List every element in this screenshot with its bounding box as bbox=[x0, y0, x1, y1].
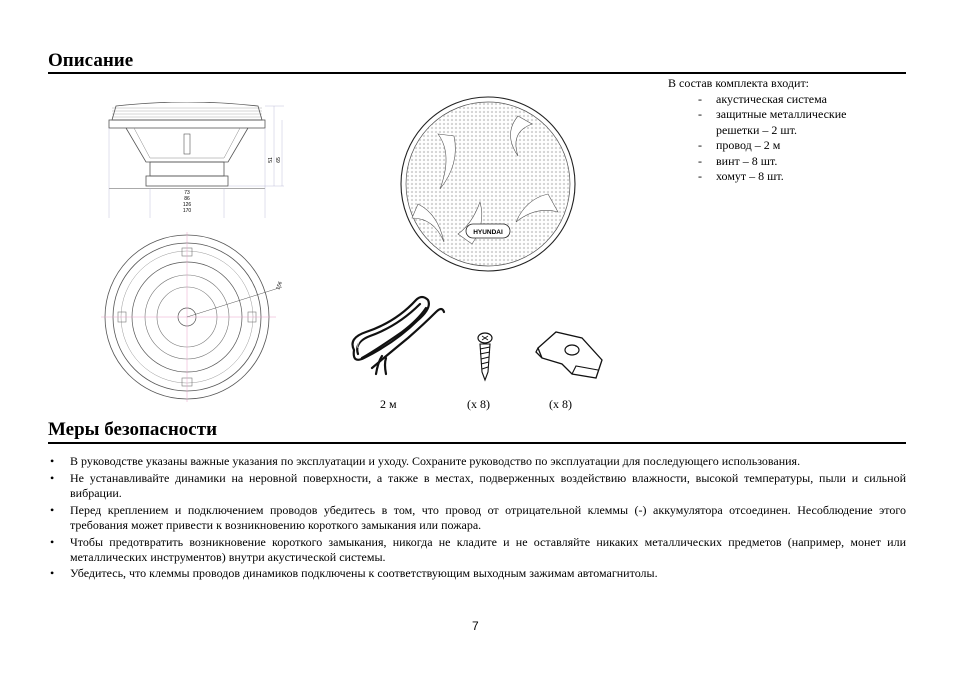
section-divider bbox=[48, 72, 906, 74]
screw-drawing bbox=[474, 332, 496, 382]
dash-marker: - bbox=[698, 169, 702, 183]
speaker-top-view-drawing bbox=[98, 224, 294, 404]
dim-width-126: 126 bbox=[182, 202, 192, 208]
protective-grille-drawing bbox=[398, 94, 578, 274]
safety-item: • Чтобы предотвратить возникновение короткого замыкания, никогда не кладите и не оставляйте никаких металлических предметов (например, монет или металлических инструментов) внутри акустической системы. bbox=[50, 534, 906, 564]
dash-marker: - bbox=[698, 91, 702, 106]
section-divider bbox=[48, 442, 906, 444]
bullet-marker: • bbox=[50, 566, 55, 581]
safety-item: • Убедитесь, что клеммы проводов динамиков подключены к соответствующим выходным зажимам автомагнитолы. bbox=[50, 566, 658, 581]
dim-width-73: 73 bbox=[184, 190, 190, 196]
bullet-marker: • bbox=[50, 534, 55, 549]
dim-height-51: 51 bbox=[268, 157, 274, 163]
screw-caption: (х 8) bbox=[467, 397, 490, 411]
dash-marker: - bbox=[698, 153, 702, 168]
kit-item: - винт – 8 шт. bbox=[698, 153, 778, 168]
clip-caption: (х 8) bbox=[549, 397, 572, 411]
bullet-marker: • bbox=[50, 454, 55, 468]
dim-diameter-156: 156 bbox=[275, 280, 284, 291]
kit-intro: В состав комплекта входит: bbox=[668, 76, 810, 90]
dim-width-86: 86 bbox=[184, 196, 190, 202]
section-title-description: Описание bbox=[48, 50, 134, 71]
kit-item: - хомут – 8 шт. bbox=[698, 169, 784, 183]
bullet-marker: • bbox=[50, 470, 55, 485]
page-number: 7 bbox=[472, 619, 479, 633]
dim-height-65: 65 bbox=[276, 157, 282, 163]
dim-width-170: 170 bbox=[182, 208, 192, 214]
safety-item: • В руководстве указаны важные указания по эксплуатации и уходу. Сохраните руководство по эксплуатации для последующего использования. bbox=[50, 454, 801, 468]
bullet-marker: • bbox=[50, 502, 55, 517]
kit-contents bbox=[668, 76, 876, 185]
safety-item: • Перед креплением и подключением проводов убедитесь в том, что провод от отрицательной клеммы (-) аккумулятора отсоединен. Несоблюдение этого требования может привести к возникновению короткого замыкания или пожара. bbox=[50, 502, 906, 532]
safety-item: • Не устанавливайте динамики на неровной поверхности, а также в местах, подверженных воздействию влажности, высокой температуры, пыли и сильной вибрации. bbox=[50, 470, 906, 500]
safety-list bbox=[48, 454, 906, 583]
speaker-side-view-drawing bbox=[104, 102, 290, 220]
dash-marker: - bbox=[698, 107, 702, 121]
grille-brand-label: HYUNDAI bbox=[473, 229, 503, 236]
kit-item: - защитные металлические решетки – 2 шт. bbox=[698, 107, 847, 137]
clip-drawing bbox=[532, 328, 608, 384]
dash-marker: - bbox=[698, 138, 702, 152]
kit-item: - провод – 2 м bbox=[698, 138, 781, 152]
wire-caption: 2 м bbox=[380, 397, 397, 411]
kit-list bbox=[668, 92, 876, 185]
wire-bundle-drawing bbox=[346, 290, 450, 378]
kit-item: - акустическая система bbox=[698, 91, 827, 106]
section-title-safety: Меры безопасности bbox=[48, 419, 218, 440]
